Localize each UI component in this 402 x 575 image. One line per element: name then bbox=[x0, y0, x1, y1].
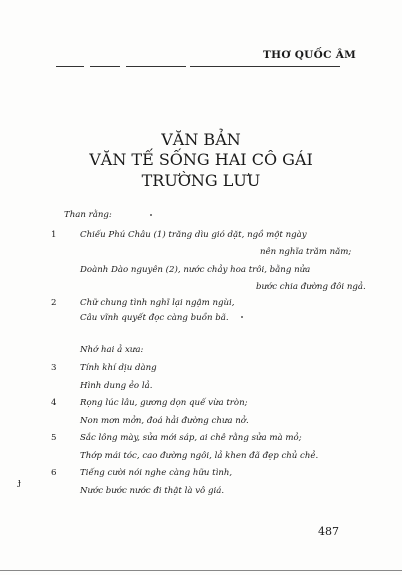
verse-line: Hình dung ẻo lả. bbox=[80, 381, 153, 391]
verse-line: Chữ chung tình nghĩ lại ngậm ngùi, bbox=[80, 298, 235, 308]
title-line-2: VĂN TẾ SỐNG HAI CÔ GÁI bbox=[89, 150, 313, 169]
scan-speck bbox=[150, 214, 152, 216]
header-rule bbox=[56, 66, 340, 68]
stanza-number: 6 bbox=[51, 468, 57, 478]
verse-line: nên nghĩa trăm năm; bbox=[260, 247, 352, 257]
verse-line: Non mơn mởn, đoá hải đường chưa nở. bbox=[80, 416, 249, 426]
verse-line: Thớp mái tóc, cao đường ngôi, lả khen đã đẹp chủ chẻ. bbox=[80, 451, 319, 461]
verse-line: Sắc lông mày, sửa mới sáp, ai chê rằng sửa mà mỏ; bbox=[80, 433, 302, 443]
verse-line: Câu vĩnh quyết đọc càng buồn bã. bbox=[80, 313, 229, 323]
stanza-number: 1 bbox=[51, 230, 57, 240]
stanza-number: 4 bbox=[51, 398, 57, 408]
verse-line: Tiếng cười nói nghe càng hữu tình, bbox=[80, 468, 233, 478]
verse-line: Nhớ hai ả xưa: bbox=[80, 345, 144, 355]
page-bottom-edge bbox=[0, 570, 402, 571]
title-line-3: TRƯỜNG LƯU bbox=[141, 171, 261, 190]
margin-mark: ɟ bbox=[18, 478, 21, 488]
stanza-number: 5 bbox=[51, 433, 57, 443]
verse-line: Chiếu Phú Châu (1) trăng dìu gió dặt, ngồ một ngày bbox=[80, 230, 307, 240]
page-number: 487 bbox=[318, 525, 339, 538]
title-line-1: VĂN BẢN bbox=[161, 130, 241, 149]
intro-line: Than rằng: bbox=[64, 210, 112, 220]
verse-line: Nước bước nước đi thật là vô giá. bbox=[80, 486, 225, 496]
stanza-number: 3 bbox=[51, 363, 57, 373]
running-head: THƠ QUỐC ÂM bbox=[263, 49, 357, 61]
scan-speck bbox=[241, 316, 243, 318]
verse-line: Doành Dào nguyên (2), nước chảy hoa trôi, bằng nửa bbox=[80, 265, 311, 275]
stanza-number: 2 bbox=[51, 298, 57, 308]
verse-line: Rọng lúc lâu, gương dọn quế vừa tròn; bbox=[80, 398, 248, 408]
verse-line: Tính khí dịu dàng bbox=[80, 363, 157, 373]
verse-line: bước chia đường đôi ngả. bbox=[256, 282, 366, 292]
